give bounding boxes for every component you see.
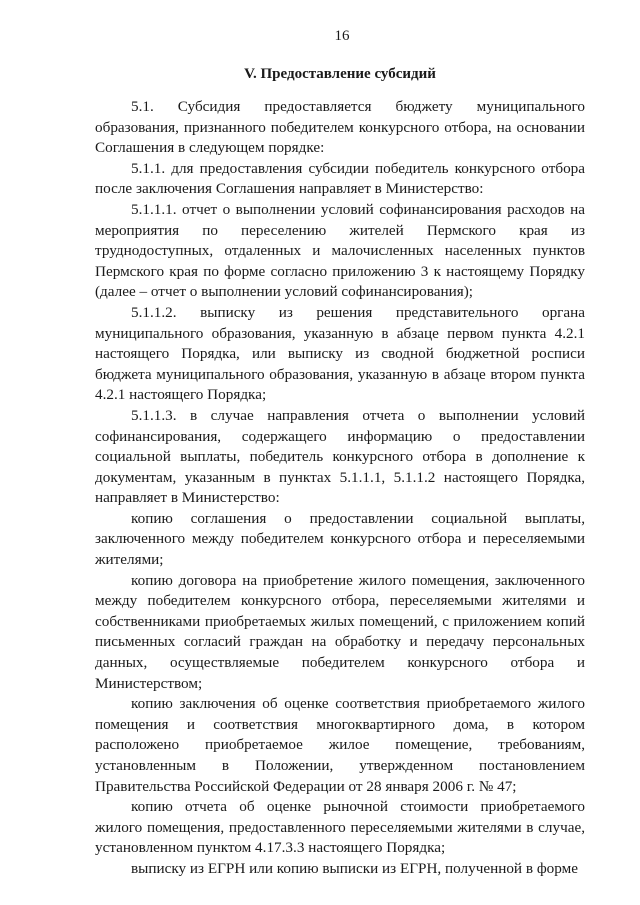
paragraph-valuation-report: копию отчета об оценке рыночной стоимости приобретаемого жилого помещения, предоставленного переселяемыми жителями в случае, установленном пунктом 4.17.3.3 настоящего Порядка; (95, 798, 585, 857)
paragraph-5-1-1-2: 5.1.1.2. выписку из решения представительного органа муниципального образования, указанную в абзаце первом пункта 4.2.1 настоящего Порядка, или выписку из сводной бюджетной росписи бюджета муниципального образования, указанную в абзаце втором пункта 4.2.1 настоящего Порядка; (95, 303, 585, 404)
paragraph-egrn-extract: выписку из ЕГРН или копию выписки из ЕГРН, полученной в форме (131, 859, 578, 877)
paragraph-5-1-1: 5.1.1. для предоставления субсидии победитель конкурсного отбора после заключения Соглашения направляет в Министерство: (95, 159, 585, 198)
paragraph-5-1-1-3: 5.1.1.3. в случае направления отчета о выполнении условий софинансирования, содержащего информацию о предоставлении социальной выплаты, победитель конкурсного отбора в дополнение к документам, указанным в пунктах 5.1.1.1, 5.1.1.2 настоящего Порядка, направляет в Министерство: (95, 406, 585, 507)
paragraph-purchase-contract: копию договора на приобретение жилого помещения, заключенного между победителем конкурсного отбора, переселяемыми жителями и собственниками приобретаемых жилых помещений, с приложением копий письменных согласий граждан на обработку и передачу персональных данных, осуществляемые победителем конкурсного отбора и Министерством; (95, 571, 585, 692)
paragraph-5-1: 5.1. Субсидия предоставляется бюджету муниципального образования, признанного победителем конкурсного отбора, на основании Соглашения в следующем порядке: (95, 98, 585, 157)
paragraph-social-payment-agreement: копию соглашения о предоставлении социальной выплаты, заключенного между победителем конкурсного отбора и переселяемыми жителями; (95, 509, 585, 569)
page-number: 16 (334, 28, 350, 44)
paragraph-compliance-conclusion: копию заключения об оценке соответствия приобретаемого жилого помещения и соответствия многоквартирного дома, в котором расположено приобретаемое жилое помещение, требованиям, установленным в Положении, утвержденном постановлением Правительства Российской Федерации от 28 января 2006 г. № 47; (95, 695, 585, 795)
document-body (95, 97, 585, 880)
section-title: V. Предоставление субсидий (244, 66, 436, 82)
paragraph-5-1-1-1: 5.1.1.1. отчет о выполнении условий софинансирования расходов на мероприятия по переселению жителей Пермского края из труднодоступных, отдаленных и малочисленных населенных пунктов Пермского края по форме согласно приложению 3 к настоящему Порядку (далее – отчет о выполнении условий софинансирования); (95, 200, 585, 301)
